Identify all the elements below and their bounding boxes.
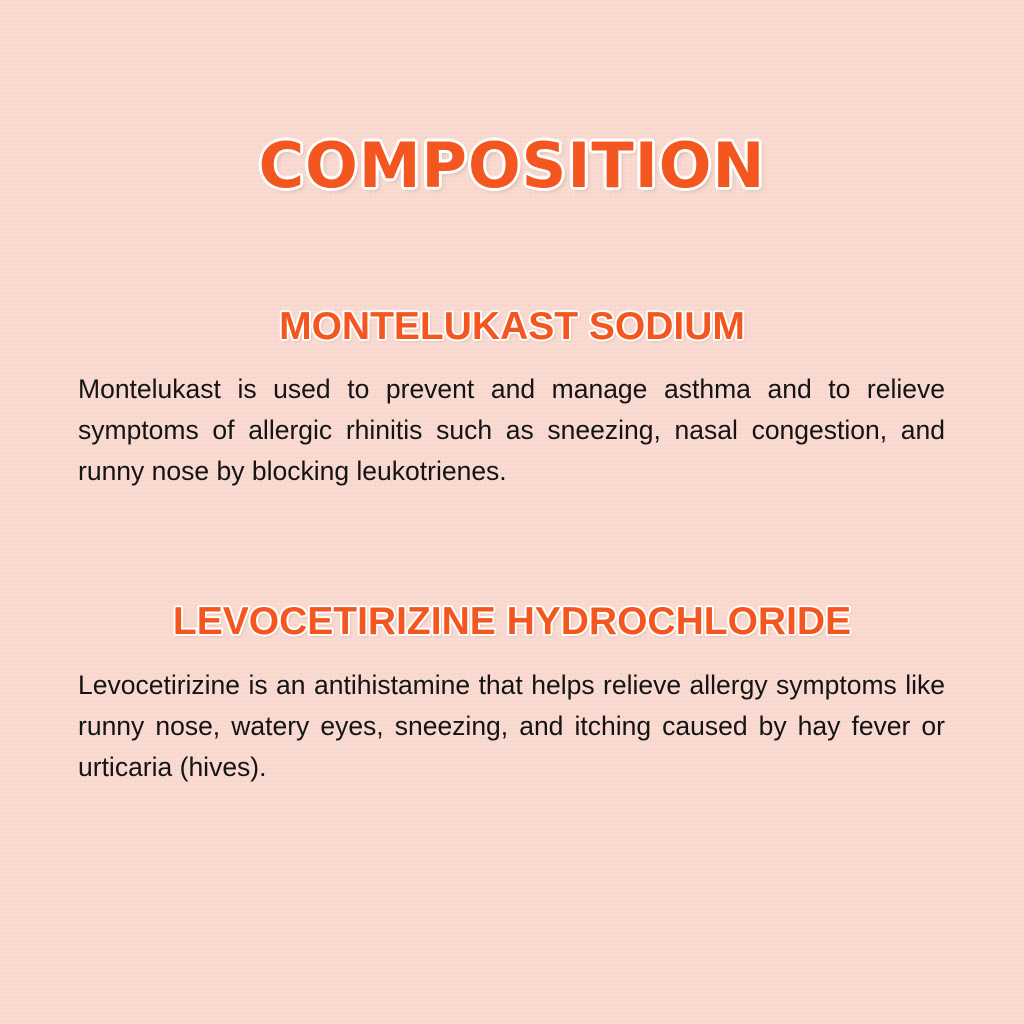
section-heading-levocetirizine: LEVOCETIRIZINE HYDROCHLORIDE bbox=[172, 600, 852, 643]
section-heading-montelukast: MONTELUKAST SODIUM bbox=[279, 305, 745, 348]
section-description-levocetirizine: Levocetirizine is an antihistamine that helps relieve allergy symptoms like runny nose, watery eyes, sneezing, and itching caused by hay fever or urticaria (hives). bbox=[78, 670, 945, 782]
section-description-montelukast: Montelukast is used to prevent and manage asthma and to relieve symptoms of allergic rhinitis such as sneezing, nasal congestion, and runny nose by blocking leukotrienes. bbox=[78, 374, 945, 486]
page-title: COMPOSITION bbox=[258, 129, 766, 202]
